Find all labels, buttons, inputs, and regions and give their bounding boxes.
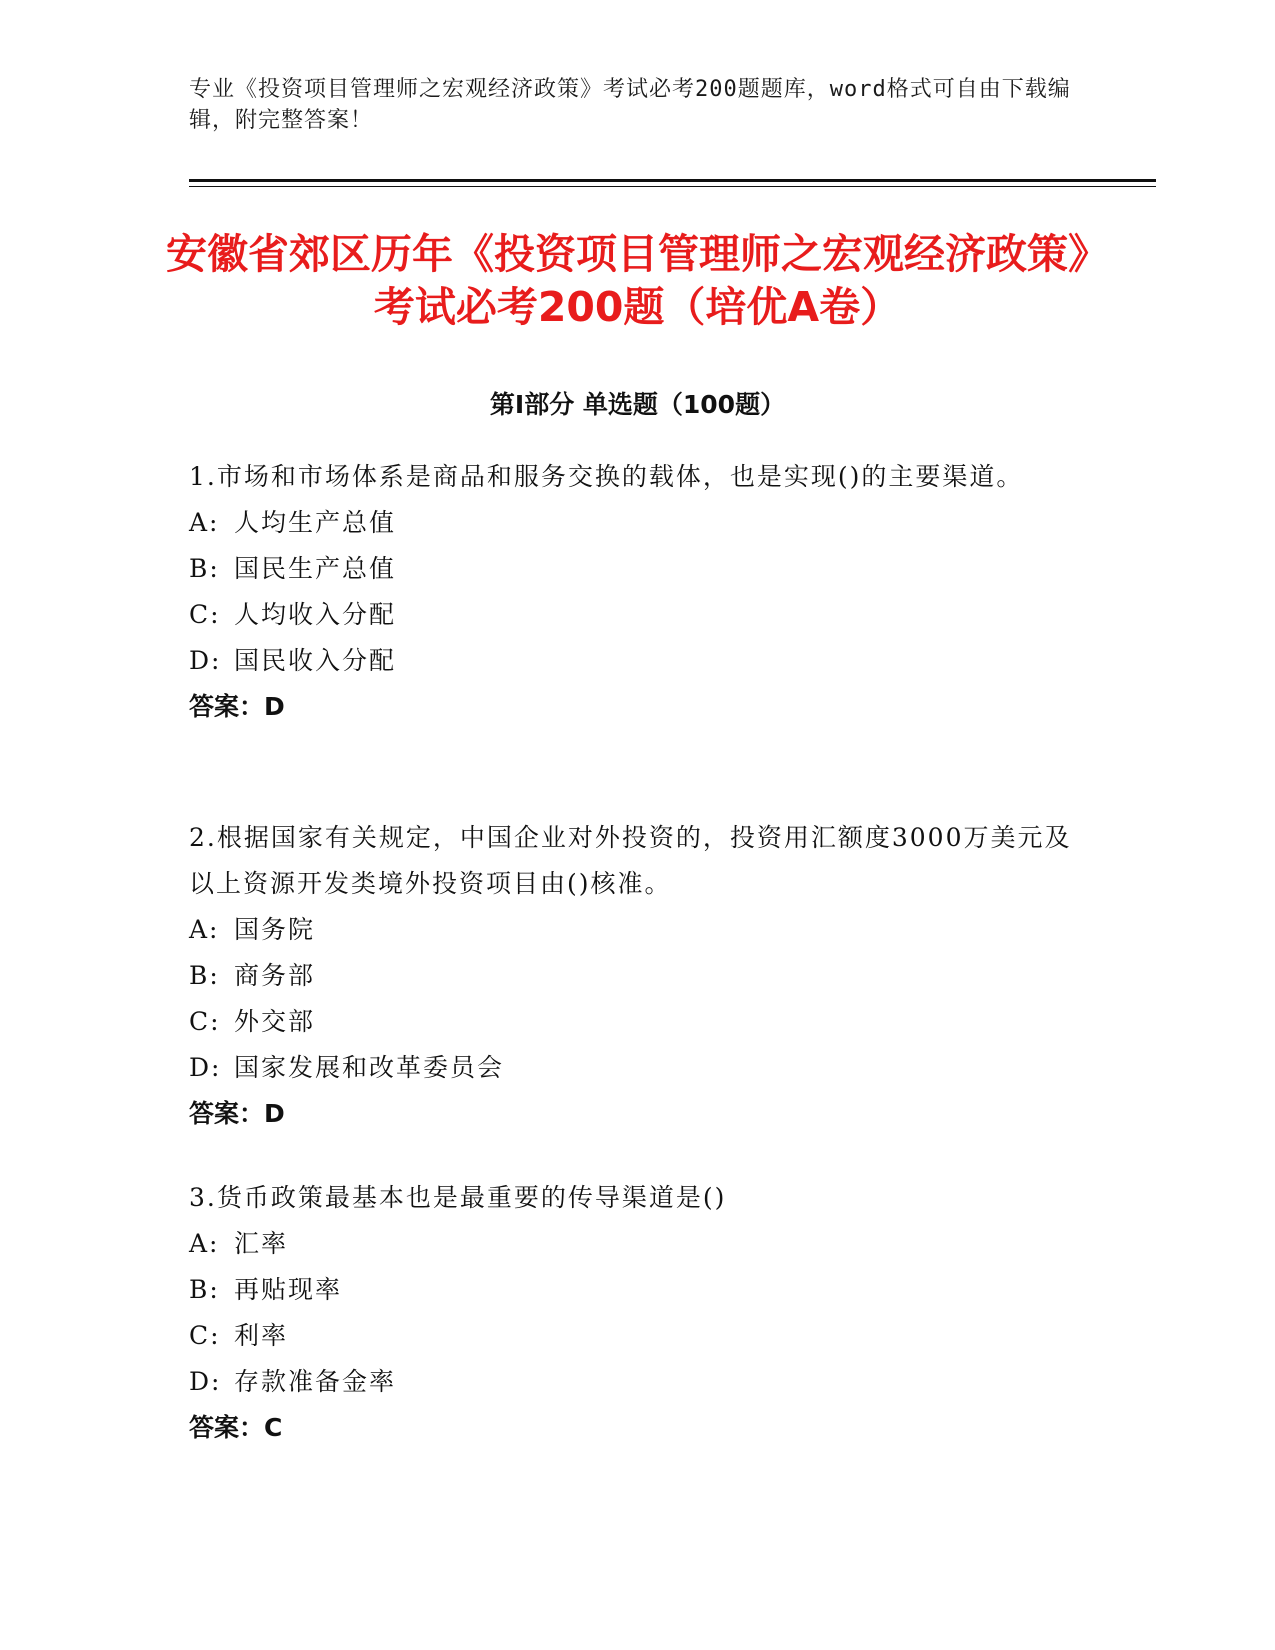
- option-letter: B:: [189, 1275, 220, 1304]
- option-letter: C:: [189, 1321, 221, 1350]
- question-stem: 1.市场和市场体系是商品和服务交换的载体，也是实现()的主要渠道。: [189, 462, 1024, 491]
- option-b: [189, 953, 1089, 999]
- option-text: 国家发展和改革委员会: [234, 1053, 505, 1082]
- option-b: [189, 546, 1089, 592]
- option-text: 国民收入分配: [234, 646, 397, 675]
- option-d: [189, 1045, 1089, 1091]
- section-heading: 第Ⅰ部分 单选题（100题）: [489, 390, 786, 419]
- option-d: [189, 638, 1089, 684]
- option-letter: D:: [189, 646, 222, 675]
- option-a: [189, 500, 1089, 546]
- option-text: 国民生产总值: [234, 554, 397, 583]
- option-d: [189, 1359, 1089, 1405]
- option-letter: A:: [189, 1229, 220, 1258]
- option-c: [189, 999, 1089, 1045]
- option-letter: C:: [189, 600, 221, 629]
- option-text: 再贴现率: [234, 1275, 343, 1304]
- option-letter: D:: [189, 1367, 222, 1396]
- document-title: 安徽省郊区历年《投资项目管理师之宏观经济政策》考试必考200题（培优A卷）: [166, 230, 1109, 331]
- header-rule-thin: [189, 186, 1156, 187]
- answer-label: 答案：D: [189, 692, 285, 721]
- option-b: [189, 1267, 1089, 1313]
- option-text: 利率: [234, 1321, 289, 1350]
- option-letter: A:: [189, 915, 220, 944]
- header-note: 专业《投资项目管理师之宏观经济政策》考试必考200题题库，word格式可自由下载编辑，附完整答案！: [189, 77, 1071, 133]
- option-letter: A:: [189, 508, 220, 537]
- header-rule-thick: [189, 179, 1156, 182]
- option-text: 存款准备金率: [234, 1367, 397, 1396]
- question-stem: 3.货币政策最基本也是最重要的传导渠道是(): [189, 1183, 727, 1212]
- option-letter: B:: [189, 554, 220, 583]
- answer-label: 答案：D: [189, 1099, 285, 1128]
- option-a: [189, 1221, 1089, 1267]
- option-text: 外交部: [234, 1007, 316, 1036]
- option-letter: D:: [189, 1053, 222, 1082]
- option-a: [189, 907, 1089, 953]
- question-1: [189, 454, 1089, 730]
- option-c: [189, 592, 1089, 638]
- question-2: [189, 815, 1089, 1137]
- question-3: [189, 1175, 1089, 1451]
- question-stem: 2.根据国家有关规定，中国企业对外投资的，投资用汇额度3000万美元及以上资源开发类境外投资项目由()核准。: [189, 823, 1072, 898]
- option-text: 人均生产总值: [234, 508, 397, 537]
- option-text: 国务院: [234, 915, 316, 944]
- option-c: [189, 1313, 1089, 1359]
- option-text: 人均收入分配: [234, 600, 397, 629]
- option-text: 汇率: [234, 1229, 289, 1258]
- option-letter: C:: [189, 1007, 221, 1036]
- answer-label: 答案：C: [189, 1413, 283, 1442]
- option-letter: B:: [189, 961, 220, 990]
- option-text: 商务部: [234, 961, 316, 990]
